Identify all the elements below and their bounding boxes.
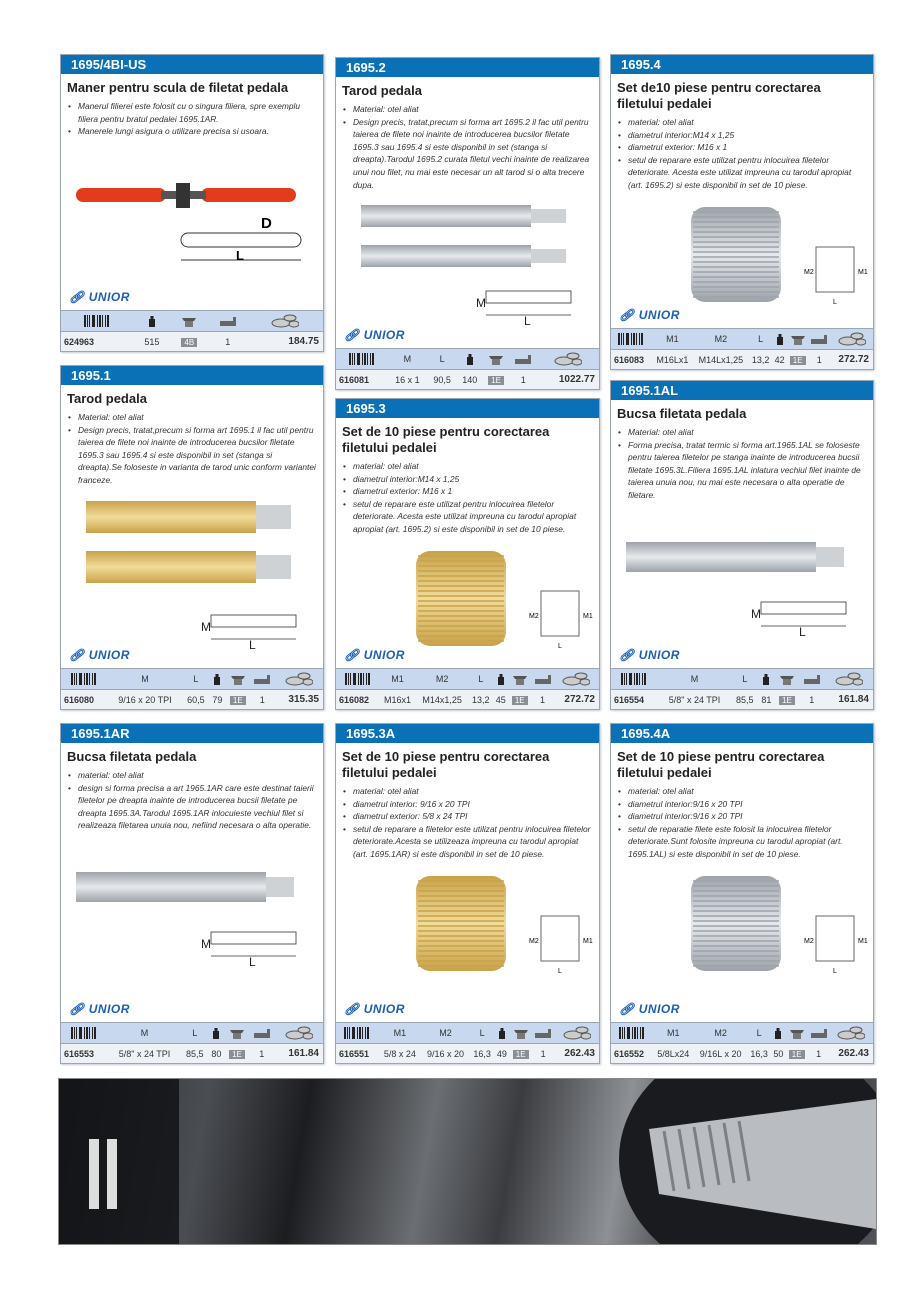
product-code-header: 1695.1AL	[611, 381, 873, 400]
unior-logo: 🔗︎ UNIOR	[619, 1002, 680, 1016]
box-icon	[786, 1023, 808, 1044]
feature-item: • diametrul exterior: M16 x 1	[628, 141, 867, 154]
table-row	[336, 1044, 599, 1064]
spec-l: 60,5	[183, 690, 210, 710]
spec-m2: M14Lx1,25	[693, 350, 749, 370]
product-card	[60, 54, 324, 352]
unior-logo: 🔗︎ UNIOR	[69, 1002, 130, 1016]
feature-item: • Material: otel aliat	[78, 411, 317, 424]
spec-l: 16,3	[747, 1044, 771, 1064]
coins-icon	[830, 1023, 873, 1044]
barcode-icon	[61, 669, 107, 690]
svg-text:L: L	[524, 314, 531, 329]
product-code-header: 1695.3	[336, 399, 599, 418]
feature-item: • Manerul filierei este folosit cu o singura filiera, spre exemplu filiera pentru bratul pedalei 1695.1AR.	[78, 100, 317, 125]
feature-item: • setul de reparatie filete este folosit la inlocuirea filetelor deteriorate.Sunt folosite impreuna cu tarodul apropiat (art. 1695.1AL) si este disponibil in set de 10 piese.	[628, 823, 867, 861]
spec-m1: 5/8Lx24	[653, 1044, 694, 1064]
article-number: 616552	[611, 1044, 653, 1064]
weight-icon	[457, 349, 483, 370]
product-card	[335, 723, 600, 1064]
column-header: M1	[379, 1023, 422, 1044]
feature-item: • diametrul interior:9/16 x 20 TPI	[628, 810, 867, 823]
column-header: L	[183, 669, 210, 690]
article-number: 616553	[61, 1044, 108, 1064]
svg-text:L: L	[249, 637, 256, 652]
feature-item: • material: otel aliat	[353, 785, 593, 798]
feature-item: • Design precis, tratat,precum si forma art 1695.1 il fac util pentru taierea de filete noi inainte de introducerea bucsilor filetate 1695.3 sau 1695.4 si este disponibil in set (stanga si dreapta).Se foloseste in varianta de tarod unic conform variantei franceze.	[78, 424, 317, 487]
product-code-header: 1695.4A	[611, 724, 873, 743]
svg-text:L: L	[833, 967, 837, 975]
unior-logo-icon: 🔗︎	[69, 648, 85, 662]
spec-m1: M16x1	[379, 690, 416, 710]
spec-m2: M14x1,25	[416, 690, 469, 710]
spec-table	[611, 328, 873, 369]
weight: 81	[758, 690, 775, 710]
svg-text:M2: M2	[804, 937, 814, 945]
barcode-icon	[61, 1023, 108, 1044]
feature-item: • material: otel aliat	[628, 116, 867, 129]
price: 1022.77	[537, 370, 599, 390]
package-code: 1E	[230, 696, 246, 705]
article-number: 616551	[336, 1044, 379, 1064]
article-number: 624963	[61, 332, 134, 352]
pack-icon	[808, 1023, 830, 1044]
coins-icon	[554, 669, 599, 690]
pack-icon	[808, 329, 830, 350]
pack-icon	[209, 311, 247, 332]
unior-logo-icon: 🔗︎	[344, 648, 360, 662]
feature-item: • diametrul interior: 9/16 x 20 TPI	[353, 798, 593, 811]
svg-text:M: M	[201, 936, 211, 951]
unior-logo: 🔗︎ UNIOR	[69, 290, 130, 304]
price: 272.72	[830, 350, 873, 370]
article-number: 616554	[611, 690, 658, 710]
product-title: Maner pentru scula de filetat pedala	[67, 80, 289, 95]
box-icon	[787, 329, 809, 350]
feature-item: • material: otel aliat	[78, 769, 317, 782]
svg-text:L: L	[236, 247, 244, 263]
coins-icon	[537, 349, 599, 370]
svg-text:L: L	[558, 642, 562, 650]
weight-icon	[209, 669, 225, 690]
spec-l: 16,3	[470, 1044, 494, 1064]
feature-list	[617, 785, 867, 861]
price: 184.75	[247, 332, 323, 352]
spec-m: 9/16 x 20 TPI	[107, 690, 182, 710]
box-icon	[483, 349, 510, 370]
table-row	[61, 332, 323, 352]
weight: 45	[493, 690, 508, 710]
svg-text:M1: M1	[583, 937, 593, 945]
article-number: 616083	[611, 350, 652, 370]
spec-l: 90,5	[427, 370, 456, 390]
svg-text:M2: M2	[529, 937, 539, 945]
spec-table	[61, 668, 323, 709]
pack-icon	[250, 669, 274, 690]
weight: 50	[771, 1044, 786, 1064]
svg-text:L: L	[833, 298, 837, 306]
table-row	[61, 1044, 323, 1064]
svg-text:L: L	[249, 954, 256, 969]
package-code: 1E	[488, 376, 504, 385]
weight-icon	[494, 1023, 509, 1044]
package-code: 1E	[513, 1050, 529, 1059]
spec-m: 5/8" x 24 TPI	[108, 1044, 182, 1064]
product-card	[335, 398, 600, 710]
spec-m2: 9/16L x 20	[694, 1044, 747, 1064]
box-icon	[170, 311, 208, 332]
pack-quantity: 1	[249, 1044, 274, 1064]
product-code-header: 1695.2	[336, 58, 599, 77]
product-code-header: 1695.1	[61, 366, 323, 385]
coins-icon	[274, 1023, 323, 1044]
svg-text:M1: M1	[858, 268, 868, 276]
feature-list	[617, 426, 867, 502]
column-header: L	[181, 1023, 208, 1044]
product-title: Set de10 piese pentru corectarea filetului pedalei	[617, 80, 821, 111]
article-number: 616081	[336, 370, 387, 390]
weight-icon	[208, 1023, 225, 1044]
barcode-icon	[611, 669, 658, 690]
product-image-tap-long	[61, 832, 323, 1022]
barcode-icon	[336, 1023, 379, 1044]
product-title: Set de 10 piese pentru corectarea filetului pedalei	[342, 424, 550, 455]
svg-text:M: M	[476, 296, 486, 311]
barcode-icon	[611, 1023, 653, 1044]
box-icon	[508, 669, 531, 690]
product-card	[335, 57, 600, 390]
pack-icon	[510, 349, 537, 370]
svg-text:D: D	[261, 214, 272, 232]
weight: 79	[209, 690, 225, 710]
feature-item: • Manerele lungi asigura o utilizare precisa si usoara.	[78, 125, 317, 138]
feature-list	[342, 785, 593, 861]
product-image-coil-silver	[611, 861, 873, 1022]
feature-item: • material: otel aliat	[353, 460, 593, 473]
product-card	[610, 723, 874, 1064]
svg-text:M2: M2	[804, 268, 814, 276]
svg-text:M: M	[751, 606, 761, 621]
column-header: M	[387, 349, 427, 370]
spec-l: 85,5	[731, 690, 758, 710]
product-title: Bucsa filetata pedala	[67, 749, 197, 764]
pack-quantity: 1	[808, 350, 830, 370]
spec-table	[336, 348, 599, 389]
article-number: 616082	[336, 690, 379, 710]
product-card	[610, 380, 874, 710]
product-image-area	[336, 536, 599, 668]
spec-table	[61, 1022, 323, 1063]
svg-text:M: M	[201, 619, 211, 634]
column-header: M2	[694, 1023, 747, 1044]
feature-item: • setul de reparare este utilizat pentru inlocuirea filetelor deteriorate. Acesta este utilizat impreuna cu tarodul apropiat (art. 1695.2) si este disponibil in set de 10 piese.	[628, 154, 867, 192]
pack-quantity: 1	[510, 370, 537, 390]
spec-table	[336, 668, 599, 709]
feature-item: • Material: otel aliat	[353, 103, 593, 116]
photo-tap-in-crank	[59, 1079, 876, 1244]
svg-text:L: L	[558, 967, 562, 975]
spec-l: 85,5	[181, 1044, 208, 1064]
column-header: M1	[379, 669, 416, 690]
product-image-tap-long	[611, 502, 873, 668]
pack-icon	[532, 1023, 555, 1044]
feature-item: • design si forma precisa a art 1965.1AR care este destinat taierii filetelor pe dreapta inainte de introducerea bucsii filetate pe dreapta 1695.3A.Tarodul 1695.1AR inlocuieste vechiul filet si realizeaza filetarea unuia nou, nefiind necesara o alta operatie.	[78, 782, 317, 832]
unior-logo: 🔗︎ UNIOR	[344, 1002, 405, 1016]
column-header: L	[747, 1023, 771, 1044]
product-image-handle	[61, 138, 323, 310]
barcode-icon	[611, 329, 652, 350]
weight-icon	[493, 669, 508, 690]
spec-table	[61, 310, 323, 351]
package-code: 1E	[229, 1050, 245, 1059]
product-image-area	[611, 861, 873, 1022]
pack-quantity: 1	[250, 690, 274, 710]
spec-table	[611, 1022, 873, 1063]
pack-quantity: 1	[808, 1044, 830, 1064]
column-header: M	[107, 669, 182, 690]
pack-quantity: 1	[209, 332, 247, 352]
spec-m1: 5/8 x 24	[379, 1044, 422, 1064]
box-icon	[775, 669, 800, 690]
weight: 49	[494, 1044, 509, 1064]
price: 262.43	[554, 1044, 599, 1064]
coins-icon	[824, 669, 873, 690]
unior-logo-icon: 🔗︎	[344, 328, 360, 342]
weight-icon	[134, 311, 170, 332]
unior-logo-icon: 🔗︎	[69, 1002, 85, 1016]
workshop-photo	[58, 1078, 877, 1245]
table-row	[336, 370, 599, 390]
product-image-area	[336, 861, 599, 1022]
feature-list	[617, 116, 867, 192]
price: 262.43	[830, 1044, 873, 1064]
weight-icon	[771, 1023, 786, 1044]
product-card	[610, 54, 874, 370]
weight-icon	[758, 669, 775, 690]
barcode-icon	[61, 311, 134, 332]
spec-m: 5/8" x 24 TPI	[658, 690, 732, 710]
product-image-area	[611, 192, 873, 328]
feature-item: • setul de reparare a filetelor este utilizat pentru inlocuirea filetelor deteriorate.Acesta se utilizeaza impreuna cu tarodul apropiat (art. 1695.1AR) si este disponibil in set de 10 piese.	[353, 823, 593, 861]
feature-list	[342, 460, 593, 536]
unior-logo-icon: 🔗︎	[69, 290, 85, 304]
table-row	[611, 1044, 873, 1064]
spec-l: 13,2	[468, 690, 493, 710]
pack-icon	[531, 669, 554, 690]
column-header: M	[108, 1023, 182, 1044]
table-row	[611, 350, 873, 370]
unior-logo-icon: 🔗︎	[619, 1002, 635, 1016]
product-title: Set de 10 piese pentru corectarea filetului pedalei	[342, 749, 550, 780]
product-image-area	[336, 191, 599, 348]
column-header: M	[658, 669, 732, 690]
package-code: 1E	[789, 1050, 805, 1059]
package-code: 1E	[779, 696, 795, 705]
feature-list	[67, 100, 317, 138]
unior-logo-icon: 🔗︎	[344, 1002, 360, 1016]
price: 272.72	[554, 690, 599, 710]
product-image-coil-gold	[336, 861, 599, 1022]
price: 161.84	[274, 1044, 323, 1064]
unior-logo: 🔗︎ UNIOR	[69, 648, 130, 662]
column-header: M2	[421, 1023, 470, 1044]
product-card	[60, 723, 324, 1064]
product-image-area	[61, 138, 323, 310]
coins-icon	[275, 669, 323, 690]
pack-icon	[249, 1023, 274, 1044]
unior-logo: 🔗︎ UNIOR	[619, 648, 680, 662]
product-image-tap-silver	[336, 191, 599, 348]
weight: 80	[208, 1044, 225, 1064]
product-code-header: 1695.4	[611, 55, 873, 74]
feature-item: • Material: otel aliat	[628, 426, 867, 439]
box-icon	[226, 669, 250, 690]
feature-item: • setul de reparare este utilizat pentru inlocuirea filetelor deteriorate. Acesta este utilizat impreuna cu tarodul apropiat apropiat (art. 1695.2) si este disponibil in set de 10 piese.	[353, 498, 593, 536]
package-code: 4B	[181, 338, 197, 347]
unior-logo: 🔗︎ UNIOR	[619, 308, 680, 322]
column-header: L	[470, 1023, 494, 1044]
svg-text:L: L	[799, 624, 806, 639]
product-title: Bucsa filetata pedala	[617, 406, 747, 421]
column-header: L	[468, 669, 493, 690]
barcode-icon	[336, 669, 379, 690]
unior-logo: 🔗︎ UNIOR	[344, 648, 405, 662]
pack-quantity: 1	[531, 690, 554, 710]
pack-quantity: 1	[532, 1044, 555, 1064]
product-title: Set de 10 piese pentru corectarea filetului pedalei	[617, 749, 825, 780]
product-image-tap-gold	[61, 487, 323, 668]
product-card	[60, 365, 324, 710]
product-code-header: 1695.3A	[336, 724, 599, 743]
feature-list	[342, 103, 593, 191]
table-row	[61, 690, 323, 710]
package-code: 1E	[512, 696, 528, 705]
pack-icon	[799, 669, 824, 690]
price: 315.35	[275, 690, 323, 710]
coins-icon	[830, 329, 873, 350]
spec-table	[336, 1022, 599, 1063]
spec-m2: 9/16 x 20	[421, 1044, 470, 1064]
feature-item: • material: otel aliat	[628, 785, 867, 798]
unior-logo: 🔗︎ UNIOR	[344, 328, 405, 342]
weight-icon	[772, 329, 786, 350]
feature-item: • diametrul interior:M14 x 1,25	[353, 473, 593, 486]
weight: 515	[134, 332, 170, 352]
package-code: 1E	[790, 356, 806, 365]
coins-icon	[247, 311, 323, 332]
svg-text:M1: M1	[583, 612, 593, 620]
weight: 140	[457, 370, 483, 390]
box-icon	[509, 1023, 532, 1044]
spec-table	[611, 668, 873, 709]
product-title: Tarod pedala	[342, 83, 422, 98]
pack-quantity: 1	[799, 690, 824, 710]
column-header: L	[731, 669, 758, 690]
feature-item: • diametrul interior:9/16 x 20 TPI	[628, 798, 867, 811]
barcode-icon	[336, 349, 387, 370]
feature-list	[67, 769, 317, 832]
product-image-area	[61, 487, 323, 668]
feature-item: • diametrul interior:M14 x 1,25	[628, 129, 867, 142]
feature-item: • diametrul exterior: M16 x 1	[353, 485, 593, 498]
column-header: M2	[416, 669, 469, 690]
product-code-header: 1695/4BI-US	[61, 55, 323, 74]
feature-item: • Forma precisa, tratat termic si forma art.1965.1AL se foloseste pentru taierea filetelor pe stanga inainte de introducerea bucsii filetate 1695.3L.Filiera 1695.1AL inlatura vechiul filet inainte de taierea unuia nou, nu mai este necesara o alta operatie de filetare.	[628, 439, 867, 502]
product-image-area	[611, 502, 873, 668]
price: 161.84	[824, 690, 873, 710]
column-header: M1	[653, 1023, 694, 1044]
feature-list	[67, 411, 317, 487]
spec-m: 16 x 1	[387, 370, 427, 390]
feature-item: • Design precis, tratat,precum si forma art 1695.2 il fac util pentru taierea de filete noi inainte de introducerea bucsilor filetate 1695.3 sau 1695.4 si este disponibil in set (stanga si dreapta).Tarodul 1695.2 curata filetul vechi inainte de realizarea unui nou filet, nu mai este necesar un alt tarod si o alta trecere dupa.	[353, 116, 593, 192]
unior-logo-icon: 🔗︎	[619, 308, 635, 322]
svg-text:M1: M1	[858, 937, 868, 945]
spec-l: 13,2	[749, 350, 773, 370]
column-header: M2	[693, 329, 749, 350]
weight: 42	[772, 350, 786, 370]
column-header: M1	[652, 329, 693, 350]
product-code-header: 1695.1AR	[61, 724, 323, 743]
product-image-area	[61, 832, 323, 1022]
column-header: L	[749, 329, 773, 350]
feature-item: • diametrul exterior: 5/8 x 24 TPI	[353, 810, 593, 823]
svg-text:M2: M2	[529, 612, 539, 620]
unior-logo-icon: 🔗︎	[619, 648, 635, 662]
spec-m1: M16Lx1	[652, 350, 693, 370]
box-icon	[225, 1023, 250, 1044]
product-title: Tarod pedala	[67, 391, 147, 406]
article-number: 616080	[61, 690, 107, 710]
table-row	[611, 690, 873, 710]
column-header: L	[427, 349, 456, 370]
table-row	[336, 690, 599, 710]
coins-icon	[554, 1023, 599, 1044]
